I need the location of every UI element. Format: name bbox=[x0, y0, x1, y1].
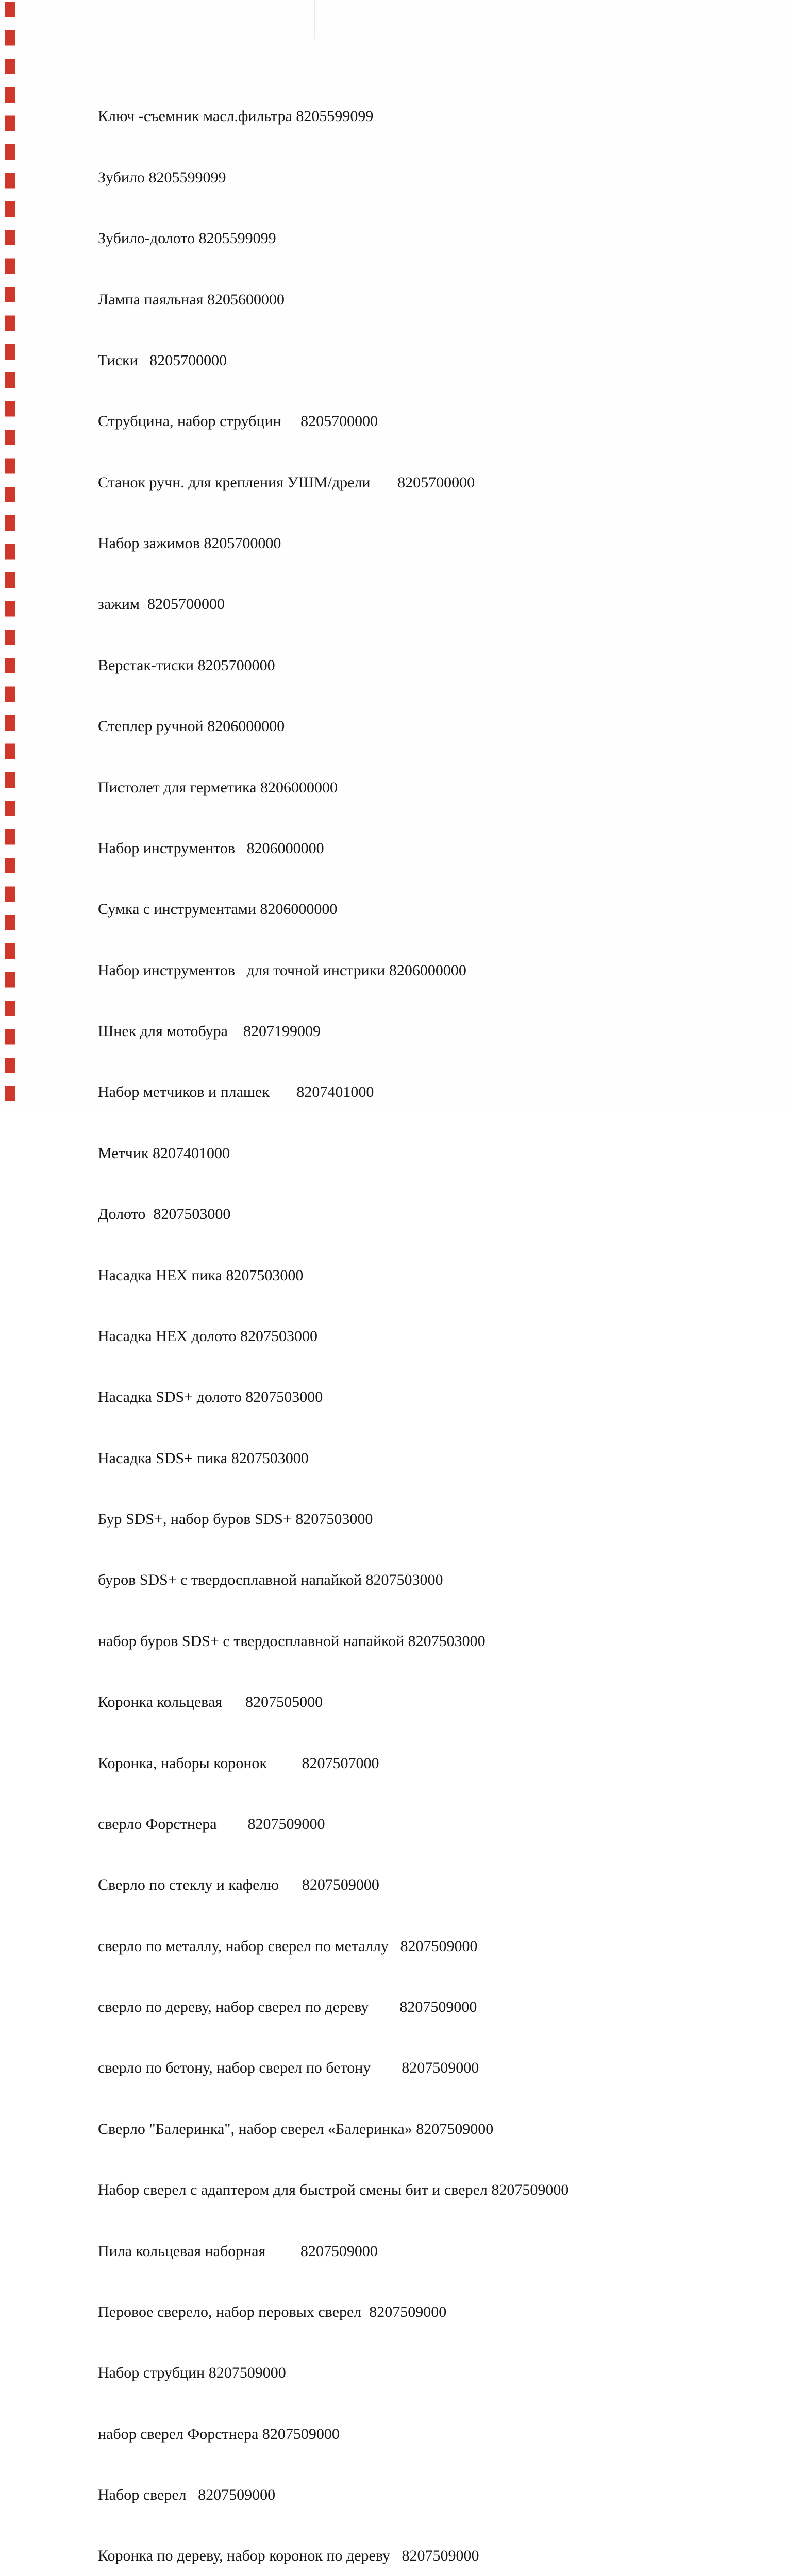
item-gap bbox=[195, 230, 199, 247]
item-code: 8207509000 bbox=[402, 2059, 479, 2077]
list-item bbox=[98, 109, 637, 124]
list-item bbox=[98, 2365, 637, 2381]
item-name: Тиски bbox=[98, 351, 138, 369]
item-code: 8207509000 bbox=[198, 2486, 276, 2503]
item-code: 8207509000 bbox=[399, 1998, 477, 2015]
item-gap bbox=[227, 1450, 231, 1467]
item-code: 8207503000 bbox=[226, 1266, 304, 1284]
item-gap bbox=[279, 1876, 302, 1893]
item-code: 8205700000 bbox=[147, 596, 225, 613]
item-gap bbox=[194, 657, 198, 674]
item-code: 8207509000 bbox=[416, 2120, 494, 2138]
item-gap bbox=[204, 291, 208, 308]
list-item bbox=[98, 1512, 637, 1527]
item-code: 8205599099 bbox=[148, 168, 226, 186]
item-name: Пила кольцевая наборная bbox=[98, 2242, 266, 2260]
item-code: 8205599099 bbox=[198, 230, 276, 247]
item-name: набор буров SDS+ с твердосплавной напайкой bbox=[98, 1632, 405, 1650]
item-name: Насадка SDS+ долото bbox=[98, 1388, 242, 1406]
item-name: зажим bbox=[98, 596, 140, 613]
item-gap bbox=[389, 1938, 400, 1955]
item-gap bbox=[140, 596, 147, 613]
item-code: 8207401000 bbox=[296, 1083, 374, 1101]
list-item bbox=[98, 902, 637, 917]
item-name: Набор инструментов bbox=[98, 839, 236, 857]
item-gap bbox=[138, 352, 150, 369]
item-name: Шнек для мотобура bbox=[98, 1023, 228, 1040]
list-item bbox=[98, 1268, 637, 1283]
item-name: Ключ -съемник масл.фильтра bbox=[98, 108, 292, 125]
item-name: Лампа паяльная bbox=[98, 291, 204, 308]
list-item bbox=[98, 1207, 637, 1222]
item-gap bbox=[385, 962, 389, 979]
tool-code-list bbox=[98, 48, 637, 2576]
list-item bbox=[98, 2122, 637, 2137]
item-gap bbox=[281, 413, 301, 430]
item-code: 8205599099 bbox=[296, 108, 374, 125]
item-gap bbox=[371, 474, 398, 491]
item-code: 8207503000 bbox=[245, 1388, 323, 1406]
item-code: 8207503000 bbox=[408, 1632, 486, 1650]
item-name: Зубило-долото bbox=[98, 230, 195, 247]
item-code: 8207509000 bbox=[402, 2547, 479, 2565]
list-item bbox=[98, 2548, 637, 2564]
item-gap bbox=[390, 2547, 402, 2564]
item-gap bbox=[258, 2426, 262, 2443]
item-code: 8207507000 bbox=[302, 1754, 379, 1772]
list-item bbox=[98, 1756, 637, 1771]
list-item bbox=[98, 1084, 637, 1100]
list-item bbox=[98, 963, 637, 978]
red-edge-marks bbox=[5, 2, 15, 1109]
item-name: Набор струбцин bbox=[98, 2364, 205, 2382]
list-item bbox=[98, 658, 637, 673]
list-item bbox=[98, 597, 637, 612]
list-item bbox=[98, 1939, 637, 1954]
list-item bbox=[98, 475, 637, 490]
item-code: 8207509000 bbox=[300, 2242, 378, 2260]
item-code: 8206000000 bbox=[246, 839, 324, 857]
item-name: Сверло "Балеринка", набор сверел «Балеринка» bbox=[98, 2120, 412, 2138]
list-item bbox=[98, 1146, 637, 1161]
item-code: 8207503000 bbox=[365, 1571, 443, 1589]
item-code: 8206000000 bbox=[260, 778, 338, 796]
list-item bbox=[98, 2244, 637, 2259]
item-name: Насадка HEX долото bbox=[98, 1327, 237, 1345]
list-item bbox=[98, 170, 637, 185]
item-name: Коронка, наборы коронок bbox=[98, 1754, 267, 1772]
item-code: 8206000000 bbox=[260, 901, 338, 918]
item-name: Набор сверел bbox=[98, 2486, 187, 2503]
item-gap bbox=[371, 2059, 402, 2076]
item-name: Коронка кольцевая bbox=[98, 1693, 223, 1711]
item-name: Набор инструментов для точной инстрики bbox=[98, 961, 386, 979]
item-name: сверло Форстнера bbox=[98, 1815, 217, 1833]
item-name: Набор зажимов bbox=[98, 535, 200, 552]
list-item bbox=[98, 1329, 637, 1344]
item-code: 8207503000 bbox=[231, 1449, 309, 1467]
item-name: сверло по металлу, набор сверел по металлу bbox=[98, 1937, 389, 1955]
item-name: Перовое сверело, набор перовых сверел bbox=[98, 2303, 362, 2320]
list-item bbox=[98, 1389, 637, 1405]
item-code: 8207401000 bbox=[152, 1144, 230, 1162]
list-item bbox=[98, 1877, 637, 1893]
list-item bbox=[98, 1572, 637, 1588]
list-item bbox=[98, 2427, 637, 2442]
list-item bbox=[98, 2182, 637, 2198]
item-name: сверло по бетону, набор сверел по бетону bbox=[98, 2059, 371, 2077]
item-gap bbox=[235, 840, 247, 857]
item-code: 8207509000 bbox=[400, 1937, 478, 1955]
item-code: 8205700000 bbox=[397, 473, 475, 491]
item-name: Верстак-тиски bbox=[98, 656, 194, 674]
list-item bbox=[98, 719, 637, 734]
item-gap bbox=[222, 1693, 245, 1710]
list-item bbox=[98, 1694, 637, 1710]
item-name: Метчик bbox=[98, 1144, 149, 1162]
item-gap bbox=[267, 1755, 302, 1772]
item-code: 8207509000 bbox=[369, 2303, 447, 2320]
item-code: 8207199009 bbox=[243, 1023, 321, 1040]
list-item bbox=[98, 1817, 637, 1832]
item-code: 8207509000 bbox=[302, 1876, 379, 1894]
item-gap bbox=[237, 1328, 241, 1345]
list-item bbox=[98, 353, 637, 368]
item-code: 8207509000 bbox=[491, 2181, 569, 2199]
list-item bbox=[98, 2060, 637, 2076]
scan-artifact-line bbox=[314, 0, 315, 39]
item-name: набор сверел Форстнера bbox=[98, 2425, 259, 2443]
list-item bbox=[98, 292, 637, 308]
item-name: Бур SDS+, набор буров SDS+ bbox=[98, 1511, 292, 1528]
item-code: 8206000000 bbox=[207, 718, 285, 735]
item-gap bbox=[228, 1023, 243, 1040]
item-gap bbox=[145, 1206, 153, 1223]
item-code: 8207505000 bbox=[245, 1693, 323, 1711]
item-gap bbox=[270, 1083, 297, 1100]
item-name: Зубило bbox=[98, 168, 145, 186]
list-item bbox=[98, 1999, 637, 2015]
item-name: буров SDS+ с твердосплавной напайкой bbox=[98, 1571, 362, 1589]
item-code: 8207509000 bbox=[247, 1815, 325, 1833]
item-code: 8205700000 bbox=[149, 351, 227, 369]
item-name: Долото bbox=[98, 1206, 146, 1223]
item-gap bbox=[404, 1633, 408, 1650]
item-code: 8207503000 bbox=[153, 1206, 231, 1223]
item-name: Набор метчиков и плашек bbox=[98, 1083, 270, 1101]
item-code: 8207509000 bbox=[262, 2425, 340, 2443]
item-gap bbox=[187, 2486, 198, 2503]
list-item bbox=[98, 2487, 637, 2503]
item-gap bbox=[256, 779, 260, 796]
item-code: 8205700000 bbox=[300, 413, 378, 430]
item-name: Сумка с инструментами bbox=[98, 901, 256, 918]
item-name: Насадка HEX пика bbox=[98, 1266, 222, 1284]
list-item bbox=[98, 1451, 637, 1466]
item-code: 8206000000 bbox=[389, 961, 466, 979]
item-gap bbox=[205, 2364, 209, 2381]
item-name: сверло по дереву, набор сверел по дереву bbox=[98, 1998, 369, 2015]
item-code: 8205600000 bbox=[207, 291, 285, 308]
item-gap bbox=[148, 1145, 153, 1162]
item-name: Набор сверел с адаптером для быстрой смены бит и сверел bbox=[98, 2181, 488, 2199]
item-code: 8205700000 bbox=[197, 656, 275, 674]
list-item bbox=[98, 841, 637, 856]
item-name: Станок ручн. для крепления УШМ/дрели bbox=[98, 473, 371, 491]
item-gap bbox=[362, 1571, 366, 1588]
item-name: Коронка по дереву, набор коронок по дереву bbox=[98, 2547, 390, 2565]
item-gap bbox=[361, 2303, 369, 2320]
item-code: 8207509000 bbox=[208, 2364, 286, 2382]
item-name: Степлер ручной bbox=[98, 718, 204, 735]
item-gap bbox=[369, 1998, 399, 2015]
item-gap bbox=[265, 2243, 300, 2260]
item-gap bbox=[217, 1816, 248, 1833]
list-item bbox=[98, 536, 637, 551]
list-item bbox=[98, 1024, 637, 1039]
list-item bbox=[98, 1634, 637, 1649]
list-item bbox=[98, 231, 637, 246]
item-code: 8207503000 bbox=[295, 1511, 373, 1528]
item-name: Струбцина, набор струбцин bbox=[98, 413, 281, 430]
item-code: 8205700000 bbox=[204, 535, 281, 552]
list-item bbox=[98, 780, 637, 795]
list-item bbox=[98, 414, 637, 429]
item-name: Сверло по стеклу и кафелю bbox=[98, 1876, 279, 1894]
list-item bbox=[98, 2304, 637, 2320]
item-name: Насадка SDS+ пика bbox=[98, 1449, 228, 1467]
item-name: Пистолет для герметика bbox=[98, 778, 257, 796]
item-code: 8207503000 bbox=[240, 1327, 317, 1345]
